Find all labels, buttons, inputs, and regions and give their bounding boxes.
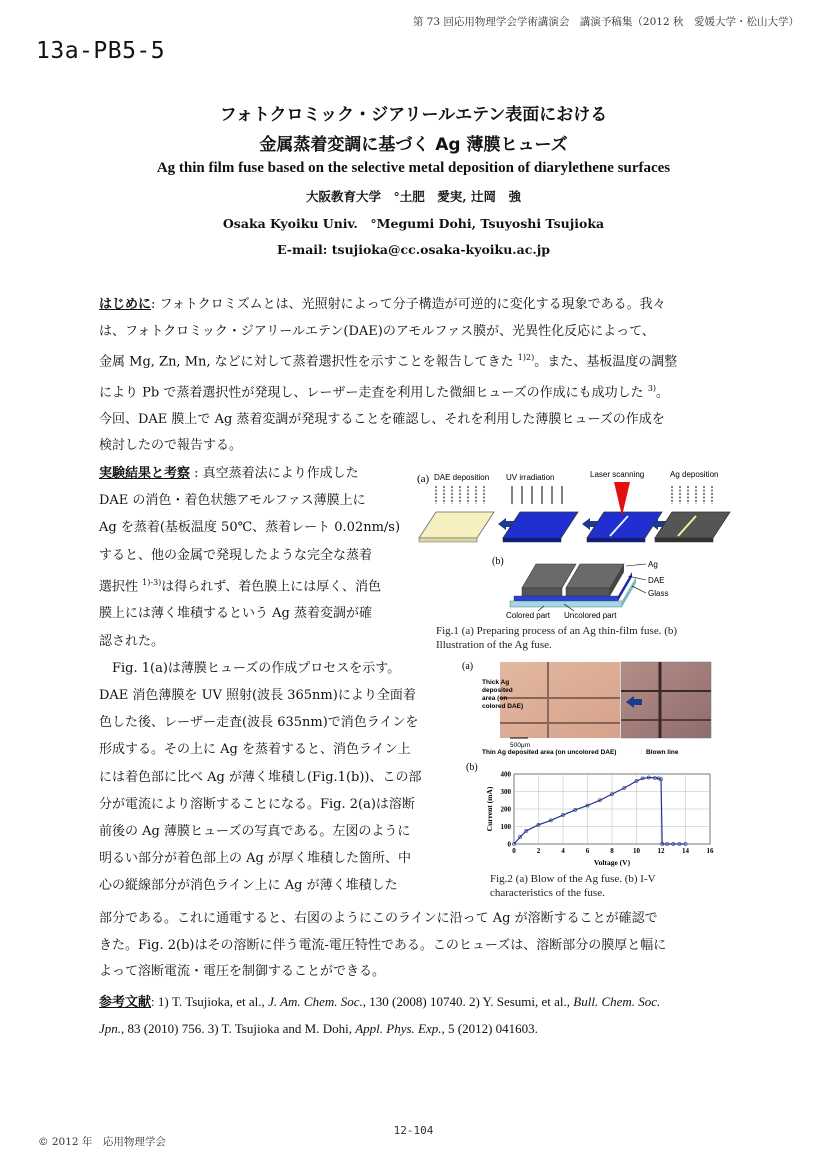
layer-dae: DAE — [648, 576, 665, 585]
intro-label: はじめに — [99, 297, 152, 312]
authors-ja: 大阪教育大学 °土肥 愛実, 辻岡 強 — [306, 189, 521, 204]
refs-label: 参考文献 — [99, 994, 152, 1009]
x-tick-label: 12 — [657, 847, 665, 855]
y-axis-label: Current (mA) — [485, 786, 494, 832]
intro-line: により Pb で蒸着選択性が発現し、レーザー走査を利用した微細ヒューズの作成にも成功した $^{3)}$。 — [99, 383, 670, 401]
deposition-arrows-2 — [672, 486, 712, 504]
fig2-label-a: (a) — [462, 661, 474, 672]
blown-label: Blown line — [646, 749, 679, 756]
colored-part-label: Colored part — [506, 611, 551, 620]
fig1-step-4: Ag deposition — [670, 470, 719, 479]
y-tick-label: 100 — [500, 823, 511, 831]
uncolored-part-label: Uncolored part — [564, 611, 617, 620]
fig1-label-a: (a) — [417, 473, 430, 485]
page-number: 12-104 — [393, 1124, 434, 1137]
fig1-step-3: Laser scanning — [590, 470, 645, 479]
results-line: DAE 消色薄膜を UV 照射(波長 365nm)により全面着 — [99, 687, 416, 703]
results-line: には着色部に比べ Ag が薄く堆積し(Fig.1(b))、この部 — [99, 769, 422, 785]
figure-2a — [462, 658, 732, 758]
title-en: Ag thin film fuse based on the selective metal deposition of diarylethene surfaces — [156, 160, 671, 176]
title-ja-line2: 金属蒸着変調に基づく Ag 薄膜ヒューズ — [259, 135, 568, 155]
y-tick-label: 400 — [500, 770, 511, 779]
intro-line: 金属 Mg, Zn, Mn, などに対して蒸着選択性を示すことを報告してきた $^{1)2)}$。また、基板温度の調整 — [99, 353, 678, 370]
substrate-colored — [503, 512, 578, 538]
fig1-caption: Fig.1 (a) Preparing process of an Ag thin-film fuse. (b) Illustration of the Ag fuse. — [436, 625, 678, 651]
results-continuation — [99, 906, 731, 986]
y-tick-label: 0 — [507, 840, 511, 849]
intro-line: は、フォトクロミック・ジアリールエテン(DAE)のアモルファス膜が、光異性化反応によって、 — [99, 323, 655, 339]
results-line: : 真空蒸着法により作成した — [190, 466, 359, 481]
x-tick-label: 6 — [585, 847, 590, 855]
fig1-step-2: UV irradiation — [506, 473, 555, 482]
photo-before — [500, 662, 620, 738]
iv-chart — [462, 760, 732, 870]
results-line: 分が電流により溶断することになる。Fig. 2(a)は溶断 — [99, 796, 415, 812]
x-tick-label: 16 — [706, 847, 714, 855]
results-paragraph — [99, 460, 439, 900]
copyright: © 2012 年 応用物理学会 — [38, 1136, 166, 1148]
results-line: 膜上には薄く堆積するという Ag 蒸着変調が確 — [99, 606, 372, 622]
fig2-photos — [462, 658, 732, 758]
thick-label-2: deposited — [482, 687, 513, 694]
figure-2b — [462, 760, 732, 870]
scale-bar: 500μm — [510, 742, 531, 749]
intro-line: 検討したので報告する。 — [99, 438, 243, 454]
results-line: 明るい部分が着色部上の Ag が厚く堆積した箇所、中 — [99, 851, 411, 867]
results-line: Ag を蒸着(基板温度 50℃、蒸着レート 0.02nm/s) — [99, 520, 401, 536]
layer-glass: Glass — [648, 589, 669, 598]
substrate-laser — [587, 512, 662, 538]
authors-en: Osaka Kyoiku Univ. °Megumi Dohi, Tsuyoshi Tsujioka — [222, 216, 605, 231]
results-label: 実験結果と考察 — [99, 466, 191, 481]
results-line: きた。Fig. 2(b)はその溶断に伴う電流-電圧特性である。このヒューズは、溶断部分の膜厚と幅に — [99, 937, 667, 953]
x-tick-label: 2 — [536, 847, 541, 855]
x-tick-label: 10 — [633, 847, 640, 855]
y-tick-label: 300 — [500, 788, 511, 796]
layer-ag: Ag — [648, 560, 658, 569]
results-line: 形成する。その上に Ag を蒸着すると、消色ライン上 — [99, 742, 411, 758]
results-line: 心の縦線部分が消色ライン上に Ag が薄く堆積した — [99, 878, 398, 894]
results-line: すると、他の金属で発現したような完全な蒸着 — [99, 547, 373, 563]
results-line: 色した後、レーザー走査(波長 635nm)で消色ラインを — [99, 715, 419, 731]
thin-label: Thin Ag deposited area (on uncolored DAE) — [482, 749, 617, 756]
y-tick-label: 200 — [500, 805, 511, 814]
references: 参考文献: 1) T. Tsujioka, et al., J. Am. Chem. Soc., 130 (2008) 10740. 2) Y. Sesumi, et al., Bull. Chem. Soc. Jpn., 83 (2010) 756. 3) T. Tsujioka and M. Dohi, Appl. Phys. Exp., 5 (2012) 041603. — [99, 994, 661, 1036]
uv-arrows — [512, 486, 562, 504]
x-tick-label: 4 — [561, 847, 565, 855]
substrate-ag — [655, 512, 730, 538]
laser-beam-icon — [614, 482, 630, 516]
x-tick-label: 8 — [610, 847, 614, 855]
email: E-mail: tsujioka@cc.osaka-kyoiku.ac.jp — [277, 242, 550, 257]
x-tick-label: 0 — [512, 847, 516, 855]
thick-label-3: area (on — [482, 695, 508, 702]
conference-header: 第 73 回応用物理学会学術講演会 講演予稿集（2012 秋 愛媛大学・松山大学） — [412, 16, 799, 28]
results-line: 認された。 — [99, 633, 165, 649]
results-line: 部分である。これに通電すると、右図のようにこのラインに沿って Ag が溶断することが確認で — [99, 911, 658, 926]
results-line: 選択性 $^{1)-3)}$は得られず、着色膜上には厚く、消色 — [99, 577, 381, 595]
results-line: 前後の Ag 薄膜ヒューズの写真である。左図のように — [99, 823, 411, 839]
results-line: よって溶断電流・電圧を制御することができる。 — [99, 964, 386, 979]
results-line: DAE の消色・着色状態アモルファス薄膜上に — [99, 493, 366, 509]
x-axis-label: Voltage (V) — [593, 858, 631, 867]
thick-label-1: Thick Ag — [482, 679, 510, 686]
fig2-label-b: (b) — [466, 762, 478, 773]
intro-line: 今回、DAE 膜上で Ag 蒸着変調が発現することを確認し、それを利用した薄膜ヒューズの作成を — [99, 411, 665, 427]
results-line: Fig. 1(a)は薄膜ヒューズの作成プロセスを示す。 — [99, 660, 401, 676]
fig1-step-1: DAE deposition — [434, 473, 490, 482]
fig1-label-b: (b) — [492, 556, 504, 567]
paper-code: 13a-PB5-5 — [36, 38, 166, 64]
fig2-caption: Fig.2 (a) Blow of the Ag fuse. (b) I-V characteristics of the fuse. — [490, 873, 656, 899]
x-tick-label: 14 — [682, 847, 689, 855]
deposition-arrows-1 — [436, 486, 484, 504]
thick-label-4: colored DAE) — [482, 703, 524, 710]
title-ja-line1: フォトクロミック・ジアリールエテン表面における — [219, 105, 608, 125]
intro-line: : フォトクロミズムとは、光照射によって分子構造が可逆的に変化する現象である。我々 — [151, 297, 666, 312]
substrate-uncolored — [419, 512, 494, 538]
intro-paragraph — [99, 292, 731, 460]
